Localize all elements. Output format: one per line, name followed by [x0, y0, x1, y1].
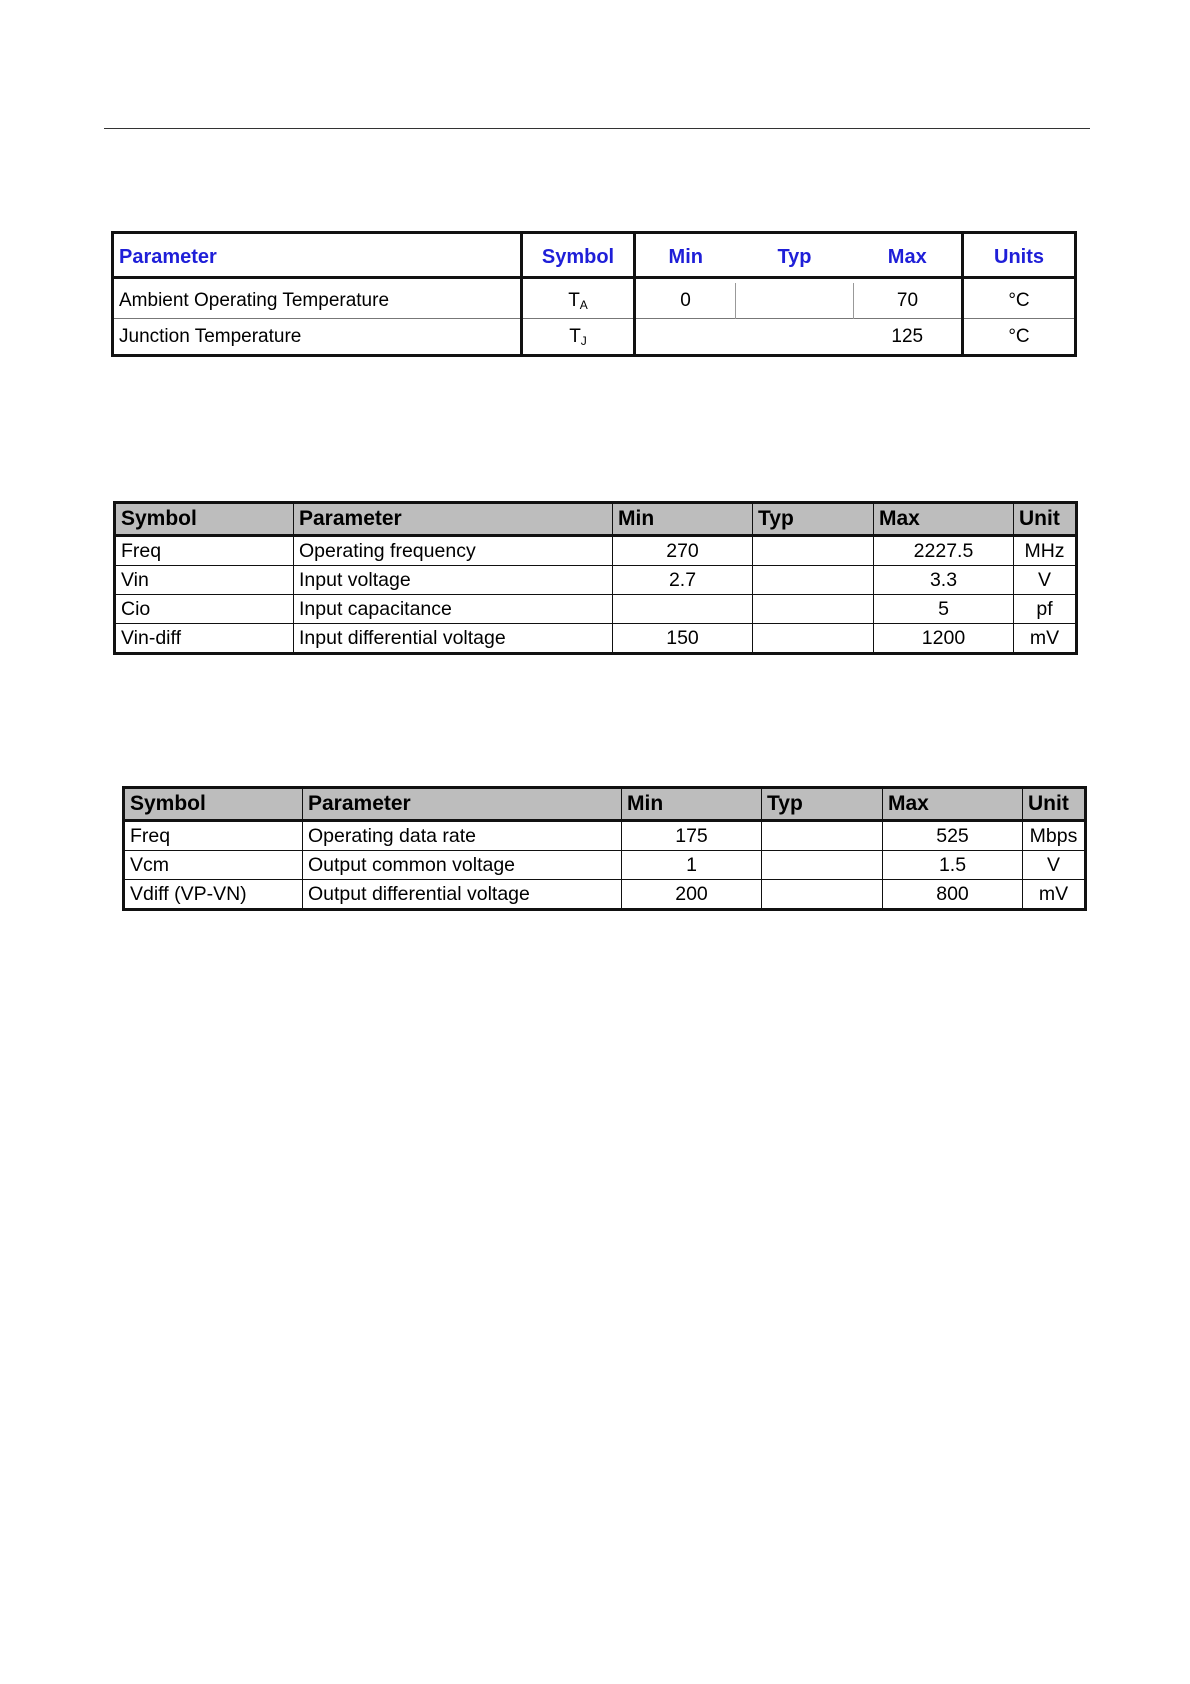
cell-typ	[753, 624, 874, 654]
cell-parameter: Operating data rate	[303, 821, 622, 851]
cell-parameter: Input capacitance	[294, 595, 613, 624]
header-parameter: Parameter	[303, 788, 622, 821]
header-typ: Typ	[762, 788, 883, 821]
cell-symbol: Vdiff (VP-VN)	[124, 880, 303, 910]
cell-symbol: Vin	[115, 566, 294, 595]
cell-max: 800	[883, 880, 1023, 910]
table-row	[124, 880, 1086, 910]
cell-min: 175	[622, 821, 762, 851]
header-unit: Unit	[1014, 503, 1077, 536]
cell-parameter: Output common voltage	[303, 851, 622, 880]
header-parameter: Parameter	[113, 233, 522, 278]
cell-max: 125	[854, 319, 963, 356]
header-symbol: Symbol	[115, 503, 294, 536]
cell-unit: mV	[1014, 624, 1077, 654]
header-units: Units	[963, 233, 1076, 278]
table-header-row	[115, 503, 1077, 536]
header-symbol: Symbol	[124, 788, 303, 821]
cell-max: 525	[883, 821, 1023, 851]
cell-min	[613, 595, 753, 624]
table-row	[124, 851, 1086, 880]
table-row	[115, 595, 1077, 624]
cell-symbol: $T_A$	[522, 283, 635, 319]
cell-parameter: Input voltage	[294, 566, 613, 595]
page-header-rule	[104, 128, 1090, 129]
cell-parameter: Junction Temperature	[113, 319, 522, 356]
cell-typ	[762, 821, 883, 851]
table-row	[115, 624, 1077, 654]
cell-min: 0	[635, 283, 736, 319]
cell-parameter: Ambient Operating Temperature	[119, 289, 390, 311]
table-header-row	[113, 233, 1076, 278]
header-max: Max	[874, 503, 1014, 536]
cell-symbol: Vcm	[124, 851, 303, 880]
table-row	[115, 566, 1077, 595]
cell-max: 1200	[874, 624, 1014, 654]
cell-typ	[753, 536, 874, 566]
cell-units: °C	[963, 283, 1076, 319]
cell-symbol: Freq	[115, 536, 294, 566]
cell-unit: MHz	[1014, 536, 1077, 566]
cell-typ	[753, 566, 874, 595]
header-parameter: Parameter	[294, 503, 613, 536]
cell-unit: mV	[1023, 880, 1086, 910]
cell-min: 150	[613, 624, 753, 654]
header-min: Min	[622, 788, 762, 821]
cell-unit: pf	[1014, 595, 1077, 624]
header-typ: Typ	[753, 503, 874, 536]
header-min: Min	[635, 233, 736, 278]
cell-typ	[736, 319, 854, 356]
table-row	[113, 283, 1076, 319]
header-max: Max	[883, 788, 1023, 821]
cell-symbol: Cio	[115, 595, 294, 624]
cell-max: 2227.5	[874, 536, 1014, 566]
cell-symbol: $T_J$	[522, 319, 635, 356]
cell-min: 200	[622, 880, 762, 910]
cell-typ	[762, 851, 883, 880]
table-row	[113, 319, 1076, 356]
header-max: Max	[854, 233, 963, 278]
cell-parameter: Input differential voltage	[294, 624, 613, 654]
cell-unit: Mbps	[1023, 821, 1086, 851]
cell-typ	[753, 595, 874, 624]
header-symbol: Symbol	[522, 233, 635, 278]
header-min: Min	[613, 503, 753, 536]
temperature-table	[111, 231, 1077, 357]
cell-symbol: Vin-diff	[115, 624, 294, 654]
cell-unit: V	[1014, 566, 1077, 595]
table-row	[115, 536, 1077, 566]
cell-parameter: Operating frequency	[294, 536, 613, 566]
cell-max: 70	[854, 283, 963, 319]
cell-parameter: Output differential voltage	[303, 880, 622, 910]
output-spec-table	[122, 786, 1087, 911]
cell-max: 1.5	[883, 851, 1023, 880]
cell-min: 270	[613, 536, 753, 566]
cell-min: 2.7	[613, 566, 753, 595]
cell-min	[635, 319, 736, 356]
cell-typ	[762, 880, 883, 910]
cell-symbol: Freq	[124, 821, 303, 851]
header-unit: Unit	[1023, 788, 1086, 821]
table-header-row	[124, 788, 1086, 821]
cell-unit: V	[1023, 851, 1086, 880]
cell-min: 1	[622, 851, 762, 880]
table-row	[124, 821, 1086, 851]
header-typ: Typ	[736, 233, 854, 278]
cell-max: 3.3	[874, 566, 1014, 595]
cell-units: °C	[963, 319, 1076, 356]
cell-typ	[736, 283, 854, 319]
cell-max: 5	[874, 595, 1014, 624]
input-spec-table	[113, 501, 1078, 655]
